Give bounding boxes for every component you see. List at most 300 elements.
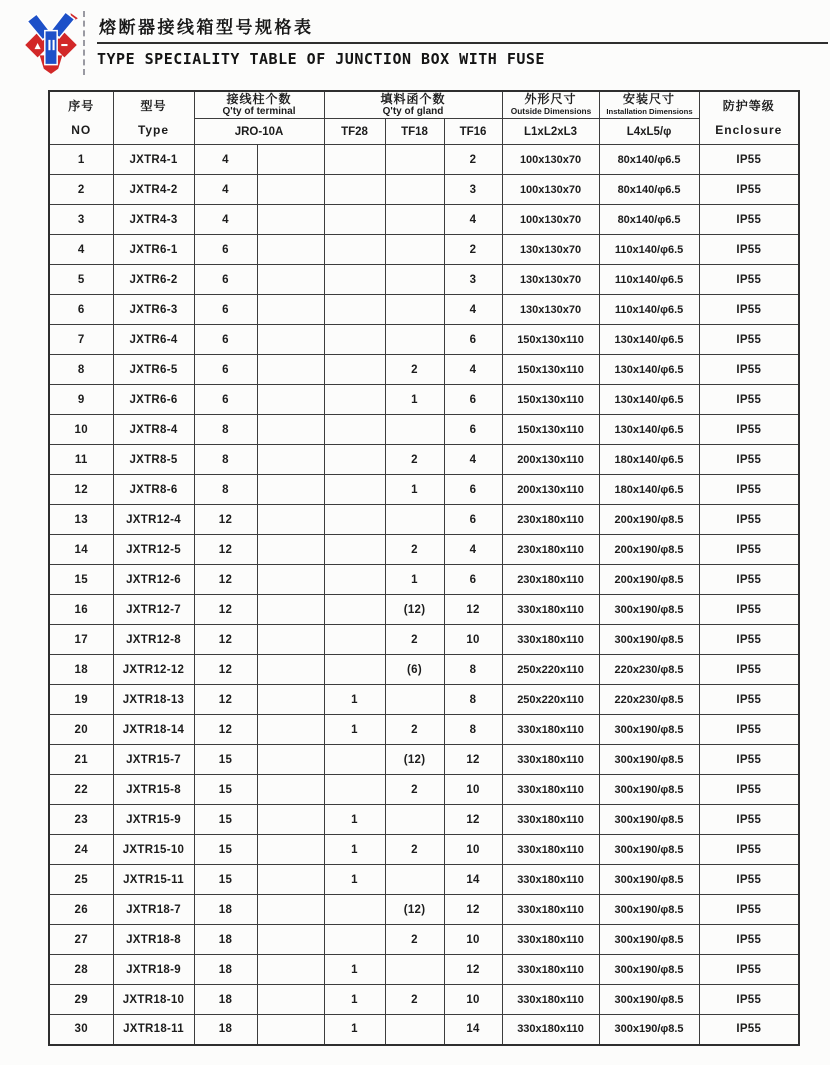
table-row bbox=[49, 745, 799, 775]
cell-jro10a-b bbox=[257, 265, 324, 295]
cell-tf18: 2 bbox=[385, 625, 444, 655]
cell-type: JXTR6-5 bbox=[113, 355, 194, 385]
cell-enclosure: IP55 bbox=[699, 625, 799, 655]
cell-jro10a-b bbox=[257, 415, 324, 445]
cell-installation-dimensions: 200x190/φ8.5 bbox=[599, 505, 699, 535]
cell-tf18 bbox=[385, 685, 444, 715]
cell-jro10a: 15 bbox=[194, 835, 257, 865]
cell-tf16: 14 bbox=[444, 865, 502, 895]
cell-jro10a-b bbox=[257, 805, 324, 835]
cell-outside-dimensions: 150x130x110 bbox=[502, 325, 599, 355]
cell-enclosure: IP55 bbox=[699, 295, 799, 325]
cell-outside-dimensions: 230x180x110 bbox=[502, 565, 599, 595]
cell-type: JXTR15-7 bbox=[113, 745, 194, 775]
cell-no: 14 bbox=[49, 535, 113, 565]
cell-jro10a-b bbox=[257, 715, 324, 745]
cell-outside-dimensions: 330x180x110 bbox=[502, 1015, 599, 1045]
table-row bbox=[49, 565, 799, 595]
cell-type: JXTR12-12 bbox=[113, 655, 194, 685]
cell-outside-dimensions: 330x180x110 bbox=[502, 715, 599, 745]
col-header-terminal bbox=[194, 91, 324, 119]
cell-jro10a: 12 bbox=[194, 505, 257, 535]
cell-no: 15 bbox=[49, 565, 113, 595]
cell-type: JXTR8-5 bbox=[113, 445, 194, 475]
cell-no: 7 bbox=[49, 325, 113, 355]
cell-enclosure: IP55 bbox=[699, 235, 799, 265]
table-row bbox=[49, 445, 799, 475]
cell-no: 28 bbox=[49, 955, 113, 985]
cell-jro10a-b bbox=[257, 325, 324, 355]
cell-jro10a: 12 bbox=[194, 715, 257, 745]
cell-tf16: 2 bbox=[444, 235, 502, 265]
cell-installation-dimensions: 300x190/φ8.5 bbox=[599, 985, 699, 1015]
cell-no: 9 bbox=[49, 385, 113, 415]
cell-enclosure: IP55 bbox=[699, 205, 799, 235]
cell-outside-dimensions: 250x220x110 bbox=[502, 655, 599, 685]
cell-jro10a-b bbox=[257, 745, 324, 775]
cell-type: JXTR18-9 bbox=[113, 955, 194, 985]
cell-tf16: 3 bbox=[444, 175, 502, 205]
cell-tf28 bbox=[324, 775, 385, 805]
col-header-no-en: NO bbox=[71, 122, 92, 137]
cell-tf28 bbox=[324, 655, 385, 685]
cell-jro10a-b bbox=[257, 205, 324, 235]
title-underline bbox=[97, 42, 828, 44]
cell-tf16: 4 bbox=[444, 535, 502, 565]
cell-outside-dimensions: 130x130x70 bbox=[502, 265, 599, 295]
cell-tf18 bbox=[385, 175, 444, 205]
cell-jro10a: 4 bbox=[194, 145, 257, 175]
cell-tf18: 2 bbox=[385, 775, 444, 805]
cell-jro10a-b bbox=[257, 505, 324, 535]
cell-no: 11 bbox=[49, 445, 113, 475]
cell-installation-dimensions: 180x140/φ6.5 bbox=[599, 475, 699, 505]
cell-enclosure: IP55 bbox=[699, 925, 799, 955]
cell-installation-dimensions: 130x140/φ6.5 bbox=[599, 415, 699, 445]
cell-outside-dimensions: 150x130x110 bbox=[502, 355, 599, 385]
cell-type: JXTR15-11 bbox=[113, 865, 194, 895]
cell-tf18: 2 bbox=[385, 535, 444, 565]
cell-installation-dimensions: 110x140/φ6.5 bbox=[599, 235, 699, 265]
cell-tf28: 1 bbox=[324, 805, 385, 835]
cell-jro10a: 12 bbox=[194, 625, 257, 655]
cell-type: JXTR12-7 bbox=[113, 595, 194, 625]
table-body bbox=[49, 145, 799, 1045]
cell-no: 16 bbox=[49, 595, 113, 625]
cell-type: JXTR8-4 bbox=[113, 415, 194, 445]
col-header-gland-zh: 填料函个数 bbox=[380, 92, 446, 106]
cell-jro10a: 15 bbox=[194, 745, 257, 775]
cell-jro10a: 12 bbox=[194, 535, 257, 565]
cell-tf18 bbox=[385, 235, 444, 265]
cell-jro10a: 6 bbox=[194, 355, 257, 385]
cell-tf28 bbox=[324, 445, 385, 475]
cell-installation-dimensions: 300x190/φ8.5 bbox=[599, 715, 699, 745]
cell-type: JXTR18-7 bbox=[113, 895, 194, 925]
subheader-jro10a: JRO-10A bbox=[194, 119, 324, 145]
cell-tf16: 6 bbox=[444, 325, 502, 355]
cell-tf28: 1 bbox=[324, 985, 385, 1015]
cell-tf28 bbox=[324, 895, 385, 925]
cell-installation-dimensions: 80x140/φ6.5 bbox=[599, 175, 699, 205]
cell-jro10a-b bbox=[257, 235, 324, 265]
table-row bbox=[49, 715, 799, 745]
cell-outside-dimensions: 330x180x110 bbox=[502, 865, 599, 895]
cell-tf18: (12) bbox=[385, 895, 444, 925]
col-header-install bbox=[599, 91, 699, 119]
cell-tf18 bbox=[385, 205, 444, 235]
cell-jro10a-b bbox=[257, 385, 324, 415]
col-header-gland bbox=[324, 91, 502, 119]
cell-tf16: 6 bbox=[444, 415, 502, 445]
cell-jro10a-b bbox=[257, 895, 324, 925]
cell-outside-dimensions: 200x130x110 bbox=[502, 445, 599, 475]
cell-type: JXTR6-6 bbox=[113, 385, 194, 415]
table-row bbox=[49, 955, 799, 985]
cell-jro10a: 18 bbox=[194, 985, 257, 1015]
cell-tf18: 1 bbox=[385, 565, 444, 595]
table-row bbox=[49, 775, 799, 805]
col-header-type-en: Type bbox=[137, 122, 170, 137]
cell-tf16: 6 bbox=[444, 505, 502, 535]
cell-enclosure: IP55 bbox=[699, 895, 799, 925]
table-header bbox=[49, 91, 799, 145]
table-row bbox=[49, 805, 799, 835]
cell-enclosure: IP55 bbox=[699, 415, 799, 445]
cell-enclosure: IP55 bbox=[699, 355, 799, 385]
cell-jro10a: 4 bbox=[194, 205, 257, 235]
cell-tf16: 10 bbox=[444, 625, 502, 655]
cell-tf16: 2 bbox=[444, 145, 502, 175]
cell-installation-dimensions: 300x190/φ8.5 bbox=[599, 805, 699, 835]
cell-enclosure: IP55 bbox=[699, 835, 799, 865]
cell-type: JXTR6-3 bbox=[113, 295, 194, 325]
table-row bbox=[49, 295, 799, 325]
cell-no: 25 bbox=[49, 865, 113, 895]
table-row bbox=[49, 535, 799, 565]
cell-jro10a: 15 bbox=[194, 865, 257, 895]
cell-enclosure: IP55 bbox=[699, 475, 799, 505]
cell-enclosure: IP55 bbox=[699, 745, 799, 775]
cell-tf18: (6) bbox=[385, 655, 444, 685]
cell-installation-dimensions: 110x140/φ6.5 bbox=[599, 295, 699, 325]
cell-tf18 bbox=[385, 145, 444, 175]
table-row bbox=[49, 865, 799, 895]
cell-jro10a-b bbox=[257, 595, 324, 625]
cell-tf28: 1 bbox=[324, 1015, 385, 1045]
table-row bbox=[49, 595, 799, 625]
cell-installation-dimensions: 130x140/φ6.5 bbox=[599, 325, 699, 355]
cell-tf18: (12) bbox=[385, 595, 444, 625]
cell-tf28 bbox=[324, 265, 385, 295]
cell-jro10a-b bbox=[257, 145, 324, 175]
cell-jro10a: 6 bbox=[194, 265, 257, 295]
cell-tf28 bbox=[324, 325, 385, 355]
cell-tf28 bbox=[324, 235, 385, 265]
cell-jro10a: 8 bbox=[194, 415, 257, 445]
cell-type: JXTR6-1 bbox=[113, 235, 194, 265]
cell-no: 17 bbox=[49, 625, 113, 655]
table-row bbox=[49, 475, 799, 505]
table-row bbox=[49, 835, 799, 865]
cell-tf18 bbox=[385, 505, 444, 535]
cell-no: 2 bbox=[49, 175, 113, 205]
cell-enclosure: IP55 bbox=[699, 385, 799, 415]
cell-installation-dimensions: 300x190/φ8.5 bbox=[599, 745, 699, 775]
cell-tf28: 1 bbox=[324, 685, 385, 715]
cell-installation-dimensions: 300x190/φ8.5 bbox=[599, 955, 699, 985]
cell-no: 23 bbox=[49, 805, 113, 835]
cell-outside-dimensions: 330x180x110 bbox=[502, 775, 599, 805]
cell-tf18: 1 bbox=[385, 475, 444, 505]
col-header-outside bbox=[502, 91, 599, 119]
cell-type: JXTR4-3 bbox=[113, 205, 194, 235]
cell-jro10a: 18 bbox=[194, 925, 257, 955]
cell-tf28: 1 bbox=[324, 955, 385, 985]
table-row bbox=[49, 895, 799, 925]
page-title-chinese: 熔断器接线箱型号规格表 bbox=[99, 18, 314, 37]
table-row bbox=[49, 205, 799, 235]
cell-jro10a: 6 bbox=[194, 325, 257, 355]
cell-outside-dimensions: 150x130x110 bbox=[502, 385, 599, 415]
cell-no: 4 bbox=[49, 235, 113, 265]
cell-tf18 bbox=[385, 295, 444, 325]
cell-jro10a-b bbox=[257, 655, 324, 685]
table-row bbox=[49, 415, 799, 445]
cell-tf28 bbox=[324, 505, 385, 535]
subheader-l1l2l3: L1xL2xL3 bbox=[502, 119, 599, 145]
cell-enclosure: IP55 bbox=[699, 595, 799, 625]
table-row bbox=[49, 325, 799, 355]
cell-installation-dimensions: 200x190/φ8.5 bbox=[599, 565, 699, 595]
cell-jro10a-b bbox=[257, 535, 324, 565]
cell-tf28 bbox=[324, 355, 385, 385]
cell-installation-dimensions: 300x190/φ8.5 bbox=[599, 625, 699, 655]
cell-type: JXTR12-6 bbox=[113, 565, 194, 595]
cell-jro10a-b bbox=[257, 565, 324, 595]
col-header-terminal-en: Q'ty of terminal bbox=[222, 106, 296, 117]
subheader-l4l5: L4xL5/φ bbox=[599, 119, 699, 145]
cell-jro10a: 12 bbox=[194, 595, 257, 625]
cell-installation-dimensions: 220x230/φ8.5 bbox=[599, 685, 699, 715]
cell-tf18: 2 bbox=[385, 445, 444, 475]
cell-tf18: 2 bbox=[385, 985, 444, 1015]
cell-jro10a-b bbox=[257, 685, 324, 715]
cell-enclosure: IP55 bbox=[699, 655, 799, 685]
cell-enclosure: IP55 bbox=[699, 805, 799, 835]
cell-type: JXTR15-10 bbox=[113, 835, 194, 865]
cell-tf16: 10 bbox=[444, 835, 502, 865]
cell-enclosure: IP55 bbox=[699, 565, 799, 595]
cell-jro10a-b bbox=[257, 475, 324, 505]
cell-jro10a: 6 bbox=[194, 295, 257, 325]
cell-outside-dimensions: 100x130x70 bbox=[502, 175, 599, 205]
cell-tf28 bbox=[324, 295, 385, 325]
cell-jro10a: 6 bbox=[194, 235, 257, 265]
col-header-outside-zh: 外形尺寸 bbox=[524, 92, 577, 106]
cell-installation-dimensions: 300x190/φ8.5 bbox=[599, 835, 699, 865]
cell-installation-dimensions: 220x230/φ8.5 bbox=[599, 655, 699, 685]
table-row bbox=[49, 1015, 799, 1045]
table-row bbox=[49, 235, 799, 265]
cell-tf28 bbox=[324, 145, 385, 175]
cell-jro10a: 12 bbox=[194, 685, 257, 715]
cell-tf28: 1 bbox=[324, 865, 385, 895]
cell-tf28 bbox=[324, 205, 385, 235]
cell-jro10a: 12 bbox=[194, 655, 257, 685]
cell-tf18 bbox=[385, 955, 444, 985]
subheader-tf16: TF16 bbox=[444, 119, 502, 145]
cell-jro10a-b bbox=[257, 925, 324, 955]
cell-installation-dimensions: 80x140/φ6.5 bbox=[599, 205, 699, 235]
cell-jro10a-b bbox=[257, 355, 324, 385]
col-header-no-zh: 序号 bbox=[68, 98, 95, 113]
table-row bbox=[49, 685, 799, 715]
cell-no: 8 bbox=[49, 355, 113, 385]
col-header-type-zh: 型号 bbox=[140, 98, 167, 113]
cell-no: 20 bbox=[49, 715, 113, 745]
col-header-no bbox=[49, 91, 113, 145]
cell-jro10a: 18 bbox=[194, 1015, 257, 1045]
cell-type: JXTR15-9 bbox=[113, 805, 194, 835]
cell-outside-dimensions: 330x180x110 bbox=[502, 985, 599, 1015]
cell-no: 3 bbox=[49, 205, 113, 235]
cell-tf28 bbox=[324, 385, 385, 415]
cell-enclosure: IP55 bbox=[699, 505, 799, 535]
cell-outside-dimensions: 330x180x110 bbox=[502, 625, 599, 655]
cell-tf16: 6 bbox=[444, 565, 502, 595]
cell-type: JXTR8-6 bbox=[113, 475, 194, 505]
cell-tf18 bbox=[385, 865, 444, 895]
cell-tf16: 12 bbox=[444, 955, 502, 985]
cell-tf16: 12 bbox=[444, 745, 502, 775]
cell-jro10a: 18 bbox=[194, 895, 257, 925]
cell-jro10a-b bbox=[257, 835, 324, 865]
cell-tf16: 4 bbox=[444, 205, 502, 235]
table-row bbox=[49, 385, 799, 415]
cell-enclosure: IP55 bbox=[699, 955, 799, 985]
cell-enclosure: IP55 bbox=[699, 775, 799, 805]
cell-tf16: 12 bbox=[444, 805, 502, 835]
cell-no: 18 bbox=[49, 655, 113, 685]
company-logo-icon bbox=[23, 11, 79, 77]
cell-type: JXTR18-13 bbox=[113, 685, 194, 715]
cell-jro10a-b bbox=[257, 775, 324, 805]
cell-jro10a: 6 bbox=[194, 385, 257, 415]
cell-no: 29 bbox=[49, 985, 113, 1015]
cell-jro10a-b bbox=[257, 865, 324, 895]
cell-no: 1 bbox=[49, 145, 113, 175]
cell-no: 10 bbox=[49, 415, 113, 445]
cell-outside-dimensions: 330x180x110 bbox=[502, 895, 599, 925]
cell-tf18 bbox=[385, 805, 444, 835]
cell-no: 27 bbox=[49, 925, 113, 955]
cell-type: JXTR4-2 bbox=[113, 175, 194, 205]
col-header-install-en: Installation Dimensions bbox=[605, 107, 693, 116]
spec-table bbox=[48, 90, 800, 1046]
cell-jro10a-b bbox=[257, 175, 324, 205]
cell-outside-dimensions: 330x180x110 bbox=[502, 925, 599, 955]
table-row bbox=[49, 505, 799, 535]
cell-tf16: 8 bbox=[444, 685, 502, 715]
cell-type: JXTR18-8 bbox=[113, 925, 194, 955]
col-header-type bbox=[113, 91, 194, 145]
cell-outside-dimensions: 330x180x110 bbox=[502, 835, 599, 865]
cell-outside-dimensions: 100x130x70 bbox=[502, 145, 599, 175]
cell-jro10a-b bbox=[257, 625, 324, 655]
cell-tf28: 1 bbox=[324, 715, 385, 745]
page-title-english: TYPE SPECIALITY TABLE OF JUNCTION BOX WITH FUSE bbox=[97, 50, 545, 68]
cell-tf16: 3 bbox=[444, 265, 502, 295]
cell-outside-dimensions: 150x130x110 bbox=[502, 415, 599, 445]
table-row bbox=[49, 625, 799, 655]
cell-no: 21 bbox=[49, 745, 113, 775]
cell-no: 6 bbox=[49, 295, 113, 325]
cell-tf28 bbox=[324, 925, 385, 955]
cell-jro10a: 18 bbox=[194, 955, 257, 985]
cell-tf28 bbox=[324, 565, 385, 595]
cell-installation-dimensions: 300x190/φ8.5 bbox=[599, 925, 699, 955]
cell-type: JXTR12-8 bbox=[113, 625, 194, 655]
cell-tf28: 1 bbox=[324, 835, 385, 865]
cell-installation-dimensions: 300x190/φ8.5 bbox=[599, 865, 699, 895]
cell-tf28 bbox=[324, 625, 385, 655]
col-header-gland-en: Q'ty of gland bbox=[382, 106, 444, 117]
cell-outside-dimensions: 330x180x110 bbox=[502, 745, 599, 775]
table-row bbox=[49, 145, 799, 175]
cell-tf16: 14 bbox=[444, 1015, 502, 1045]
cell-installation-dimensions: 80x140/φ6.5 bbox=[599, 145, 699, 175]
cell-enclosure: IP55 bbox=[699, 685, 799, 715]
table-row bbox=[49, 355, 799, 385]
cell-no: 30 bbox=[49, 1015, 113, 1045]
cell-outside-dimensions: 100x130x70 bbox=[502, 205, 599, 235]
cell-type: JXTR12-4 bbox=[113, 505, 194, 535]
table-row bbox=[49, 265, 799, 295]
cell-tf18 bbox=[385, 325, 444, 355]
cell-installation-dimensions: 130x140/φ6.5 bbox=[599, 385, 699, 415]
cell-jro10a: 12 bbox=[194, 565, 257, 595]
col-header-enclosure-en: Enclosure bbox=[715, 122, 783, 137]
cell-tf18: (12) bbox=[385, 745, 444, 775]
cell-jro10a: 8 bbox=[194, 445, 257, 475]
cell-type: JXTR18-10 bbox=[113, 985, 194, 1015]
cell-type: JXTR4-1 bbox=[113, 145, 194, 175]
cell-tf16: 12 bbox=[444, 895, 502, 925]
cell-tf18 bbox=[385, 1015, 444, 1045]
cell-installation-dimensions: 300x190/φ8.5 bbox=[599, 1015, 699, 1045]
cell-outside-dimensions: 230x180x110 bbox=[502, 535, 599, 565]
cell-tf16: 8 bbox=[444, 715, 502, 745]
cell-enclosure: IP55 bbox=[699, 145, 799, 175]
cell-tf18: 2 bbox=[385, 355, 444, 385]
cell-tf16: 12 bbox=[444, 595, 502, 625]
cell-outside-dimensions: 130x130x70 bbox=[502, 235, 599, 265]
cell-tf16: 4 bbox=[444, 445, 502, 475]
cell-jro10a: 8 bbox=[194, 475, 257, 505]
cell-installation-dimensions: 130x140/φ6.5 bbox=[599, 355, 699, 385]
cell-outside-dimensions: 230x180x110 bbox=[502, 505, 599, 535]
cell-jro10a: 15 bbox=[194, 775, 257, 805]
cell-outside-dimensions: 250x220x110 bbox=[502, 685, 599, 715]
cell-tf16: 6 bbox=[444, 385, 502, 415]
cell-tf16: 10 bbox=[444, 775, 502, 805]
cell-type: JXTR6-4 bbox=[113, 325, 194, 355]
cell-no: 26 bbox=[49, 895, 113, 925]
header-divider-dashed bbox=[83, 11, 85, 75]
cell-no: 19 bbox=[49, 685, 113, 715]
cell-no: 12 bbox=[49, 475, 113, 505]
